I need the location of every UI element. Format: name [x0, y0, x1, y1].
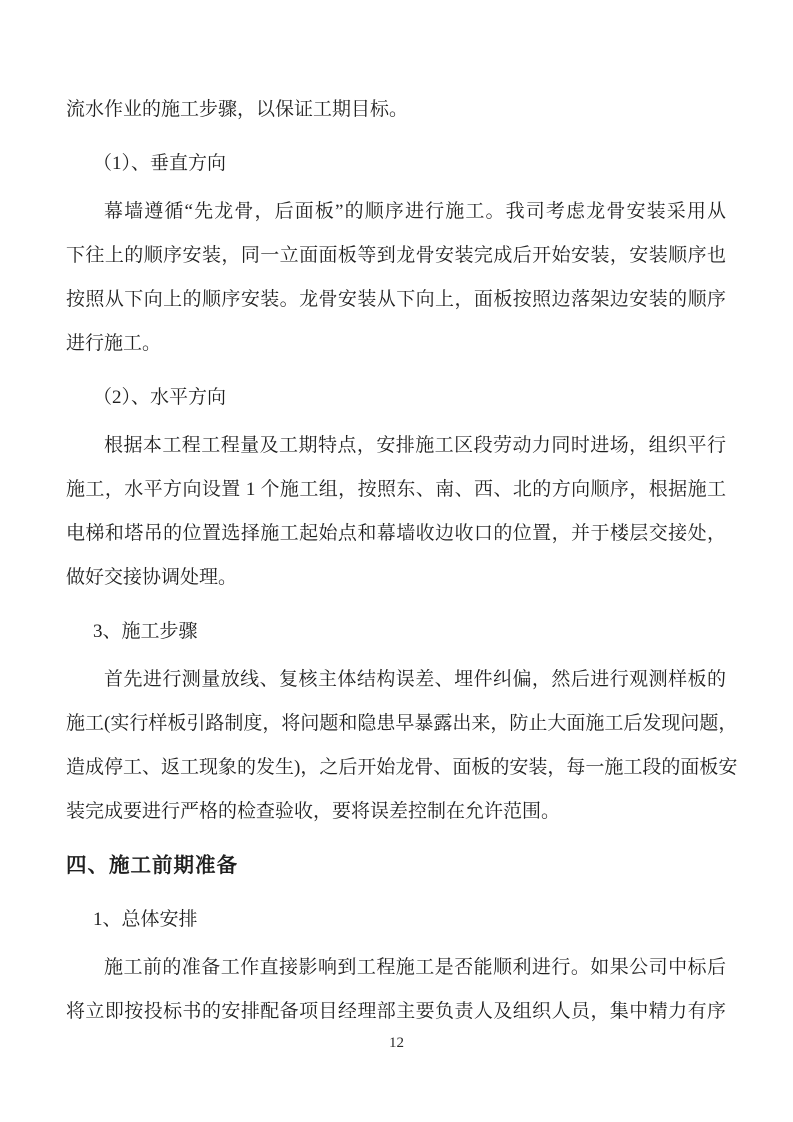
page-body [66, 84, 738, 1038]
text-line: 幕墙遵循“先龙骨，后面板”的顺序进行施工。我司考虑龙骨安装采用从 [104, 201, 726, 222]
text-line: 施工，水平方向设置 1 个施工组，按照东、南、西、北的方向顺序，根据施工 [66, 479, 726, 500]
text-line: （2）、水平方向 [93, 387, 227, 408]
text-line: 流水作业的施工步骤，以保证工期目标。 [66, 99, 409, 120]
text-line: 下往上的顺序安装，同一立面面板等到龙骨安装完成后开始安装，安装顺序也 [66, 245, 726, 266]
sub-heading [66, 610, 726, 654]
paragraph [66, 946, 726, 1034]
page-footer [0, 1032, 793, 1054]
page-number: 12 [389, 1035, 404, 1051]
text-line: 根据本工程工程量及工期特点，安排施工区段劳动力同时进场，组织平行 [104, 435, 726, 456]
sub-heading [66, 898, 726, 942]
text-line: 按照从下向上的顺序安装。龙骨安装从下向上，面板按照边落架边安装的顺序 [66, 289, 726, 310]
text-line: 将立即按投标书的安排配备项目经理部主要负责人及组织人员，集中精力有序 [66, 1001, 726, 1022]
paragraph [66, 424, 726, 600]
text-line: 施工前的准备工作直接影响到工程施工是否能顺利进行。如果公司中标后 [104, 957, 726, 978]
text-line: 造成停工、返工现象的发生)，之后开始龙骨、面板的安装，每一施工段的面板安 [66, 757, 738, 778]
sub-heading [66, 142, 726, 186]
text-line: 装完成要进行严格的检查验收，要将误差控制在允许范围。 [66, 801, 561, 822]
text-line: 3、施工步骤 [93, 621, 198, 642]
sub-heading [66, 376, 726, 420]
section-heading [66, 844, 726, 888]
text-line: 电梯和塔吊的位置选择施工起始点和幕墙收边收口的位置，并于楼层交接处， [66, 523, 726, 544]
paragraph [66, 190, 726, 366]
text-line: 做好交接协调处理。 [66, 567, 238, 588]
text-line: 四、施工前期准备 [66, 854, 238, 877]
text-line: 首先进行测量放线、复核主体结构误差、埋件纠偏，然后进行观测样板的 [104, 669, 726, 690]
text-line: 1、总体安排 [93, 909, 198, 930]
paragraph [66, 88, 726, 132]
text-line: （1）、垂直方向 [93, 153, 227, 174]
paragraph [66, 658, 738, 834]
text-line: 进行施工。 [66, 333, 162, 354]
text-line: 施工(实行样板引路制度，将问题和隐患早暴露出来，防止大面施工后发现问题， [66, 713, 738, 734]
